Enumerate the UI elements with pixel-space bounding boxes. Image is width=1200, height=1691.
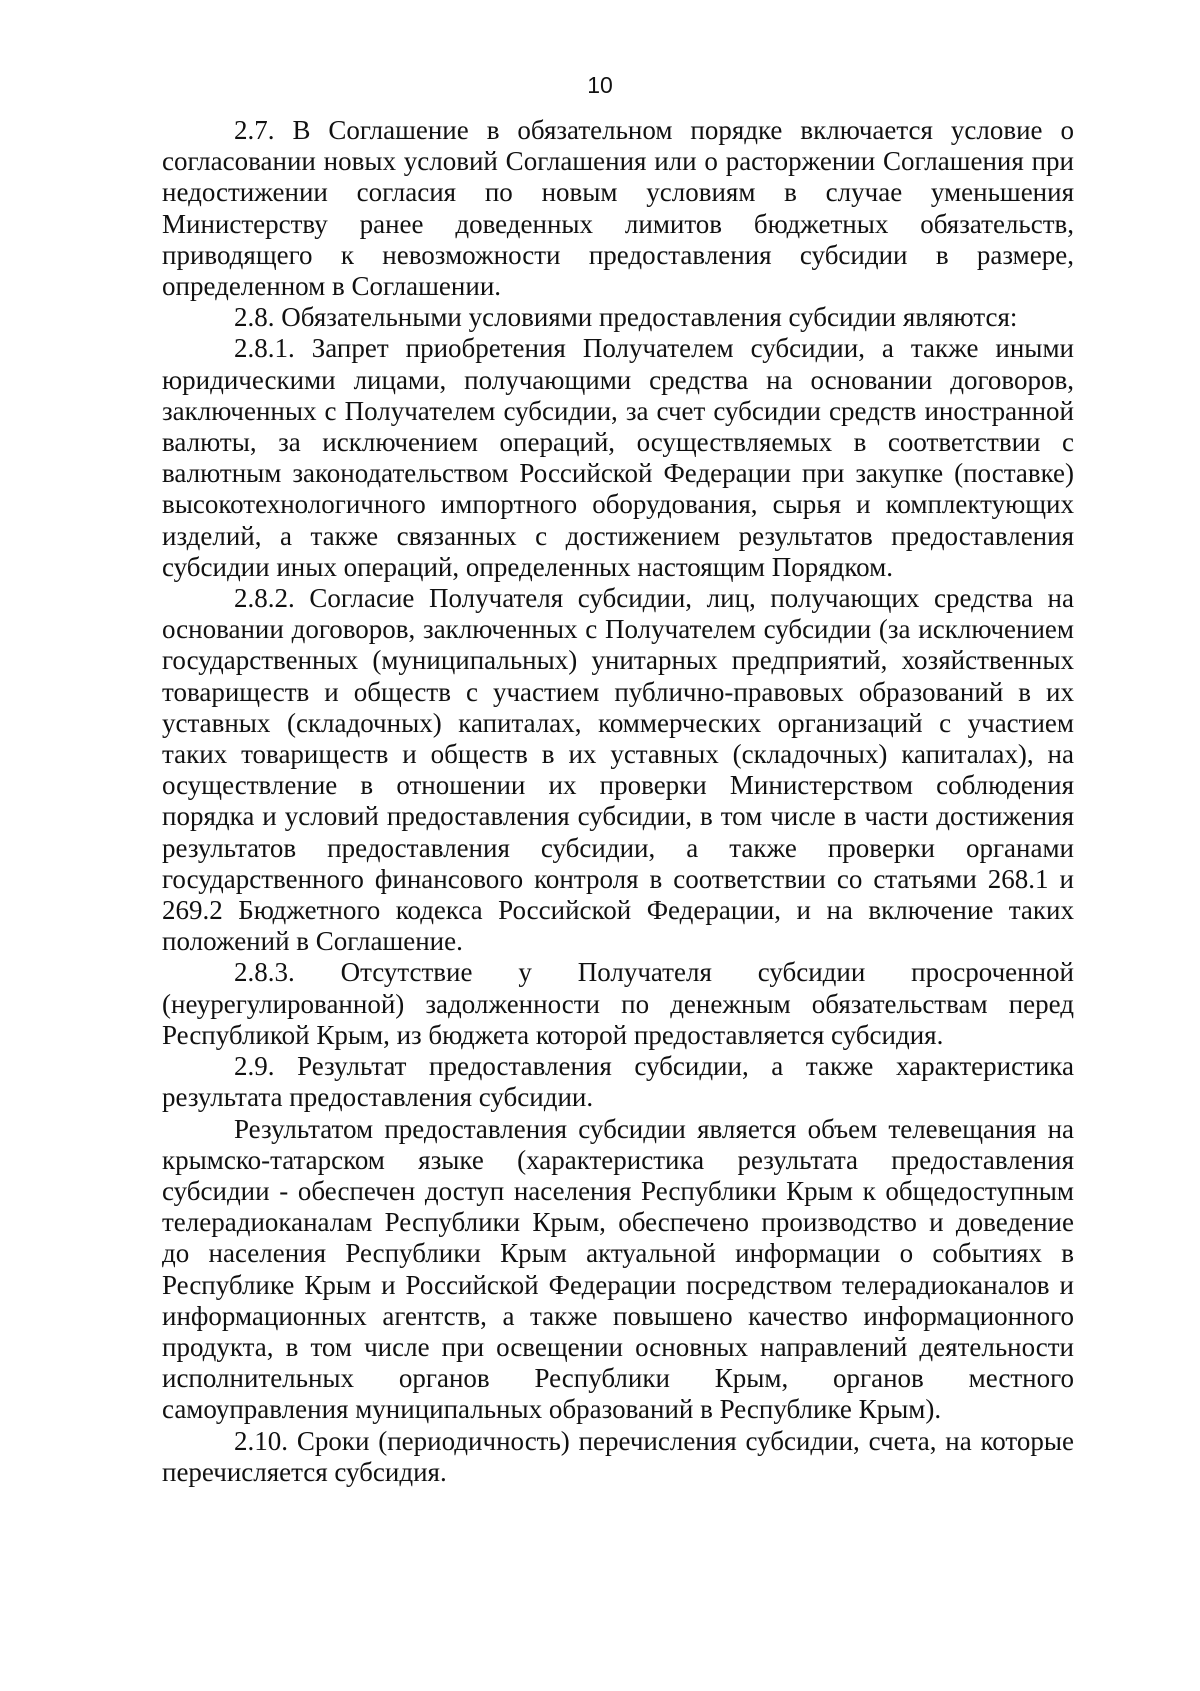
paragraph-2-8: 2.8. Обязательными условиями предоставления субсидии являются: — [234, 302, 1018, 333]
paragraph-result: Результатом предоставления субсидии является объем телевещания на крымско-татарском языке (характеристика результата предоставления субсидии - обеспечен доступ населения Республики Крым к общедоступным телерадиоканалам Республики Крым, обеспечено производство и доведение до населения Республики Крым актуальной информации о событиях в Республике Крым и Российской Федерации посредством телерадиоканалов и информационных агентств, а также повышено качество информационного продукта, в том числе при освещении основных направлений деятельности исполнительных органов Республики Крым, органов местного самоуправления муниципальных образований в Республике Крым). — [162, 1113, 1074, 1425]
paragraph-2-8-3: 2.8.3. Отсутствие у Получателя субсидии просроченной (неурегулированной) задолженности по денежным обязательствам перед Республикой Крым, из бюджета которой предоставляется субсидия. — [162, 957, 1074, 1050]
page-number: 10 — [587, 72, 613, 98]
paragraph-2-8-2: 2.8.2. Согласие Получателя субсидии, лиц, получающих средства на основании договоров, заключенных с Получателем субсидии (за исключением государственных (муниципальных) унитарных предприятий, хозяйственных товариществ и обществ с участием публично-правовых образований в их уставных (складочных) капиталах, коммерческих организаций с участием таких товариществ и обществ в их уставных (складочных) капиталах), на осуществление в отношении их проверки Министерством соблюдения порядка и условий предоставления субсидии, в том числе в части достижения результатов предоставления субсидии, а также проверки органами государственного финансового контроля в соответствии со статьями 268.1 и 269.2 Бюджетного кодекса Российской Федерации, и на включение таких положений в Соглашение. — [162, 583, 1074, 957]
paragraph-2-8-1: 2.8.1. Запрет приобретения Получателем субсидии, а также иными юридическими лицами, получающими средства на основании договоров, заключенных с Получателем субсидии, за счет субсидии средств иностранной валюты, за исключением операций, осуществляемых в соответствии с валютным законодательством Российской Федерации при закупке (поставке) высокотехнологичного импортного оборудования, сырья и комплектующих изделий, а также связанных с достижением результатов предоставления субсидии иных операций, определенных настоящим Порядком. — [162, 333, 1074, 582]
paragraph-2-7: 2.7. В Соглашение в обязательном порядке включается условие о согласовании новых условий Соглашения или о расторжении Соглашения при недостижении согласия по новым условиям в случае уменьшения Министерству ранее доведенных лимитов бюджетных обязательств, приводящего к невозможности предоставления субсидии в размере, определенном в Соглашении. — [162, 115, 1074, 302]
document-body — [162, 115, 1074, 1488]
paragraph-2-10: 2.10. Сроки (периодичность) перечисления субсидии, счета, на которые перечисляется субсидия. — [162, 1425, 1074, 1487]
paragraph-2-9: 2.9. Результат предоставления субсидии, а также характеристика результата предоставления субсидии. — [162, 1051, 1074, 1113]
